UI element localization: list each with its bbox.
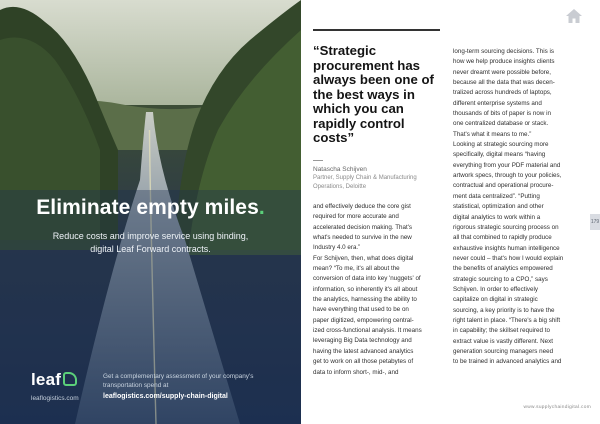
article-text-line: the benefits of analytics empowered — [453, 265, 553, 273]
article-text-line: paper digitized, empowering central- — [313, 316, 414, 324]
article-text-line: generation sourcing managers need — [453, 347, 554, 355]
article-text-line: everything from your PDF material and — [453, 161, 561, 169]
article-text-line: sourcing, a key priority is to have the — [453, 306, 555, 314]
article-text-line: have everything that used to be on — [313, 306, 409, 314]
article-text-line: to be trained in advanced analytics and — [453, 358, 562, 366]
article-column-right — [453, 47, 589, 368]
ad-headline: Eliminate empty miles. — [36, 196, 265, 219]
article-text-line: information, so inherently it's all about — [313, 285, 418, 293]
article-text-line: get to work on all those petabytes of — [313, 358, 414, 366]
article-text-line: never could – that's how I would explain — [453, 254, 564, 262]
article-text-line: in capability; the skillset required to — [453, 327, 550, 335]
article-text-line: extract value is vastly different. Next — [453, 337, 553, 345]
article-text-line: what's needed to survive in the new — [313, 234, 412, 242]
article-text-line: never dreamt were possible before, — [453, 68, 551, 76]
article-text-line: mean? “To me, it's all about the — [313, 265, 400, 273]
article-text-line: rigorous strategic sourcing process on — [453, 223, 559, 231]
article-text-line: artwork specs, through to your policies, — [453, 172, 562, 180]
article-text-line: Looking at strategic sourcing more — [453, 141, 549, 149]
article-text-line: capitalize on digital in strategic — [453, 296, 538, 304]
article-text-line: and effectively deduce the core gist — [313, 203, 411, 210]
footer-url[interactable]: www.supplychaindigital.com — [523, 405, 591, 410]
leaf-logo: leaf — [31, 370, 77, 390]
article-text-line: one centralized database or stack. — [453, 120, 549, 128]
article-text-line: contractual and operational procure- — [453, 182, 554, 190]
ad-cta-text: Get a complementary assessment of your company's transportation spend at — [103, 373, 254, 389]
article-text-line: ized cross-functional analysis. It means — [313, 327, 422, 335]
attribution-name: Natascha Schijven — [313, 166, 367, 173]
article-page — [301, 0, 600, 424]
article-text-line: Schijven. In order to effectively — [453, 285, 538, 293]
article-text-line: all that combined to rapidly produce — [453, 234, 552, 242]
article-text-line: tralized across hundreds of laptops, — [453, 89, 552, 97]
leaf-mark-icon — [63, 372, 77, 386]
page-number: 179 — [590, 214, 600, 230]
article-text-line: long-term sourcing decisions. This is — [453, 48, 554, 55]
article-text-line: required for more accurate and — [313, 213, 399, 221]
article-text-line: different enterprise systems and — [453, 99, 542, 107]
article-text-line: exhaustive insights human intelligence — [453, 244, 560, 252]
article-text-line: For Schijven, then, what does digital — [313, 254, 414, 262]
article-text-line: accelerated decision making. That's — [313, 223, 413, 231]
article-text-line: the analytics, harnessing the ability to — [313, 296, 417, 304]
attribution-role: Partner, Supply Chain & Manufacturing Operations, Deloitte — [313, 175, 417, 190]
article-text-line: specifically, digital means “having — [453, 151, 546, 159]
article-text-line: ment data centralized”. “Putting — [453, 192, 540, 200]
article-text-line: thousands of bits of paper is now in — [453, 110, 551, 118]
article-text-line: how we help produce insights clients — [453, 58, 555, 66]
pull-quote: “Strategic procurement has always been one of the best ways in which you can rapidly control costs” — [313, 43, 434, 145]
article-text-line: strategic sourcing to a CPO,” says — [453, 275, 548, 283]
article-text-line: conversion of data into key 'nuggets' of — [313, 275, 421, 283]
home-icon[interactable] — [565, 8, 583, 24]
article-text-line: having the latest advanced analytics — [313, 347, 414, 355]
ad-subline: Reduce costs and improve service using binding, digital Leaf Forward contracts. — [52, 231, 249, 254]
attribution-divider — [313, 160, 323, 161]
ad-cta-link[interactable]: leaflogistics.com/supply-chain-digital — [103, 393, 228, 400]
article-column-left — [313, 202, 449, 378]
ad-logo-url[interactable]: leaflogistics.com — [31, 395, 79, 402]
article-text-line: statistical, optimization and other — [453, 203, 544, 211]
article-text-line: right talent in place. “There's a big shift — [453, 316, 561, 324]
article-text-line: digital analytics to work within a — [453, 213, 541, 221]
article-text-line: leveraging Big Data technology and — [313, 337, 412, 345]
article-text-line: data to inform short-, mid-, and — [313, 368, 399, 376]
article-text-line: because all the data that was decen- — [453, 79, 555, 87]
pull-quote-rule — [313, 29, 440, 31]
article-text-line: That's what it means to me.” — [453, 130, 532, 138]
article-text-line: Industry 4.0 era.” — [313, 244, 361, 252]
